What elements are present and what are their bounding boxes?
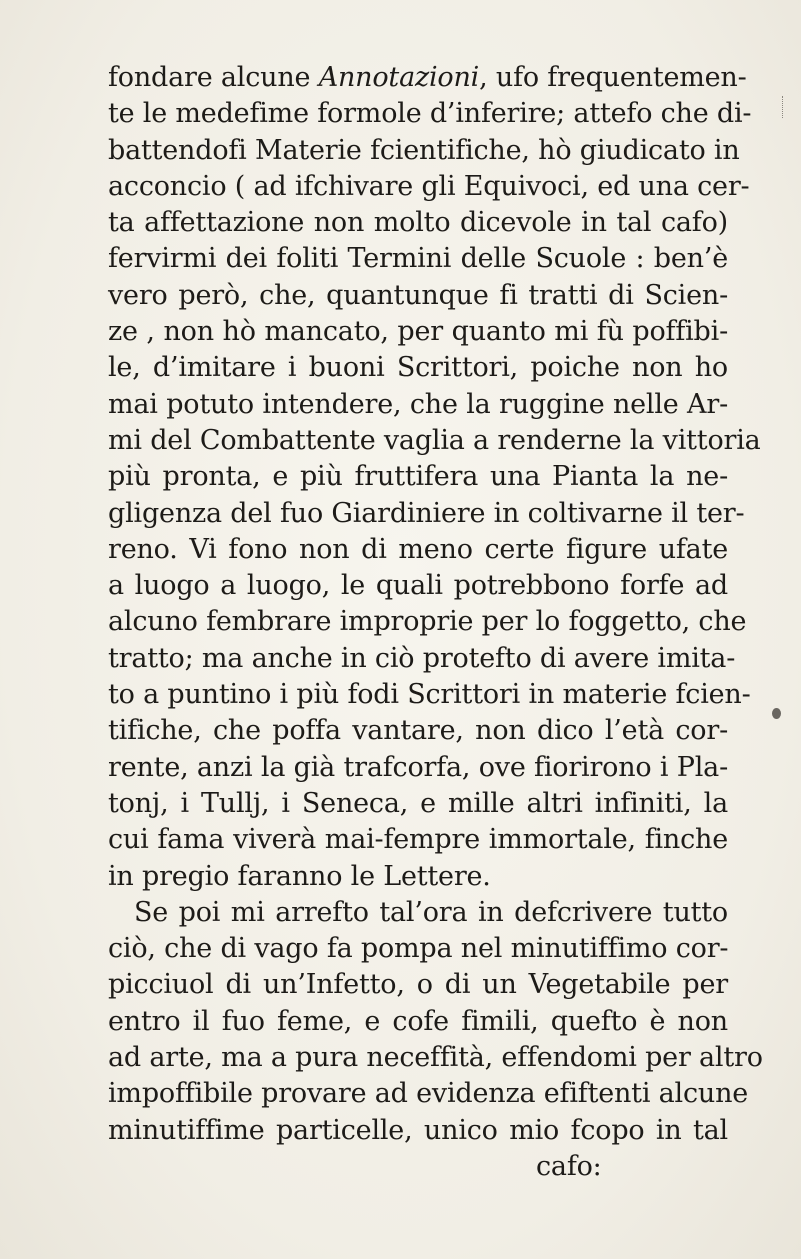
- text-segment: cafo:: [536, 1150, 602, 1182]
- text-segment: tonj, i Tullj, i Seneca, e mille altri infiniti, la: [108, 787, 728, 819]
- text-segment: acconcio ( ad ifchivare gli Equivoci, ed una cer-: [108, 170, 750, 202]
- text-line: [108, 423, 761, 459]
- text-segment: mi del Combattente vaglia a renderne la vittoria: [108, 424, 761, 456]
- text-line: [108, 604, 747, 640]
- margin-ink-spot: [772, 708, 781, 719]
- text-line: [108, 387, 728, 423]
- text-line: [108, 205, 728, 241]
- text-segment: ciò, che di vago fa pompa nel minutiffimo cor-: [108, 933, 729, 965]
- text-line: [108, 532, 728, 568]
- text-segment: , ufo frequentemen-: [479, 62, 747, 93]
- text-segment: Se poi mi arrefto tal’ora in defcrivere tutto: [134, 896, 728, 928]
- text-line: [108, 133, 740, 169]
- text-line: [108, 1004, 728, 1040]
- text-segment: le, d’imitare i buoni Scrittori, poiche non ho: [108, 352, 728, 384]
- text-line: [108, 60, 747, 96]
- text-segment: picciuol di un’Infetto, o di un Vegetabile per: [108, 969, 728, 1001]
- text-segment: in pregio faranno le Lettere.: [108, 860, 491, 892]
- text-segment: fervirmi dei foliti Termini delle Scuole : ben’è: [108, 243, 728, 275]
- text-line: [108, 713, 728, 749]
- catchword: [108, 1149, 728, 1185]
- text-segment: gligenza del fuo Giardiniere in coltivarne il ter-: [108, 497, 745, 529]
- text-segment: ad arte, ma a pura neceffità, effendomi per altro: [108, 1042, 763, 1074]
- italic-term: Annotazioni: [318, 62, 480, 93]
- text-segment: to a puntino i più fodi Scrittori in materie fcien-: [108, 679, 751, 711]
- text-line: [108, 568, 728, 604]
- text-line: [108, 1040, 763, 1076]
- text-segment: entro il fuo feme, e cofe fimili, quefto è non: [108, 1005, 728, 1037]
- text-line: [108, 1076, 749, 1112]
- text-line: [108, 750, 728, 786]
- body-text: [108, 60, 763, 1185]
- text-line: [108, 1113, 728, 1149]
- text-segment: te le medefime formole d’inferire; attefo che di-: [108, 98, 752, 130]
- page-edge-mark: [782, 96, 795, 118]
- text-segment: reno. Vi fono non di meno certe figure ufate: [108, 533, 728, 565]
- text-segment: vero però, che, quantunque fi tratti di Scien-: [108, 279, 728, 311]
- text-segment: tifiche, che poffa vantare, non dico l’età cor-: [108, 715, 728, 747]
- text-segment: impoffibile provare ad evidenza efiftenti alcune: [108, 1078, 749, 1110]
- text-segment: ta affettazione non molto dicevole in tal cafo): [108, 207, 728, 239]
- text-segment: battendofi Materie fcientifiche, hò giudicato in: [108, 134, 740, 166]
- text-segment: più pronta, e più fruttifera una Pianta la ne-: [108, 461, 728, 493]
- text-segment: a luogo a luogo, le quali potrebbono forfe ad: [108, 570, 728, 602]
- text-line: [108, 350, 728, 386]
- text-segment: alcuno fembrare improprie per lo foggetto, che: [108, 606, 747, 638]
- text-line: [108, 931, 728, 967]
- text-line: [108, 786, 728, 822]
- text-line: [108, 859, 728, 895]
- text-line: [108, 822, 728, 858]
- text-line: [108, 895, 728, 931]
- text-segment: tratto; ma anche in ciò protefto di avere imita-: [108, 642, 736, 674]
- text-line: [108, 641, 736, 677]
- text-segment: cui fama viverà mai-fempre immortale, finche: [108, 824, 728, 856]
- text-line: [108, 278, 728, 314]
- text-line: [108, 169, 750, 205]
- text-segment: fondare alcune: [108, 62, 319, 93]
- text-line: [108, 967, 728, 1003]
- text-line: [108, 314, 728, 350]
- text-line: [108, 496, 745, 532]
- text-line: [108, 459, 728, 495]
- text-segment: mai potuto intendere, che la ruggine nelle Ar-: [108, 388, 728, 420]
- text-line: [108, 677, 751, 713]
- text-line: [108, 241, 728, 277]
- text-segment: minutiffime particelle, unico mio fcopo in tal: [108, 1114, 728, 1146]
- text-line: [108, 96, 752, 132]
- text-segment: ze , non hò mancato, per quanto mi fù poffibi-: [108, 316, 728, 348]
- text-segment: rente, anzi la già trafcorfa, ove fiorirono i Pla-: [108, 751, 728, 783]
